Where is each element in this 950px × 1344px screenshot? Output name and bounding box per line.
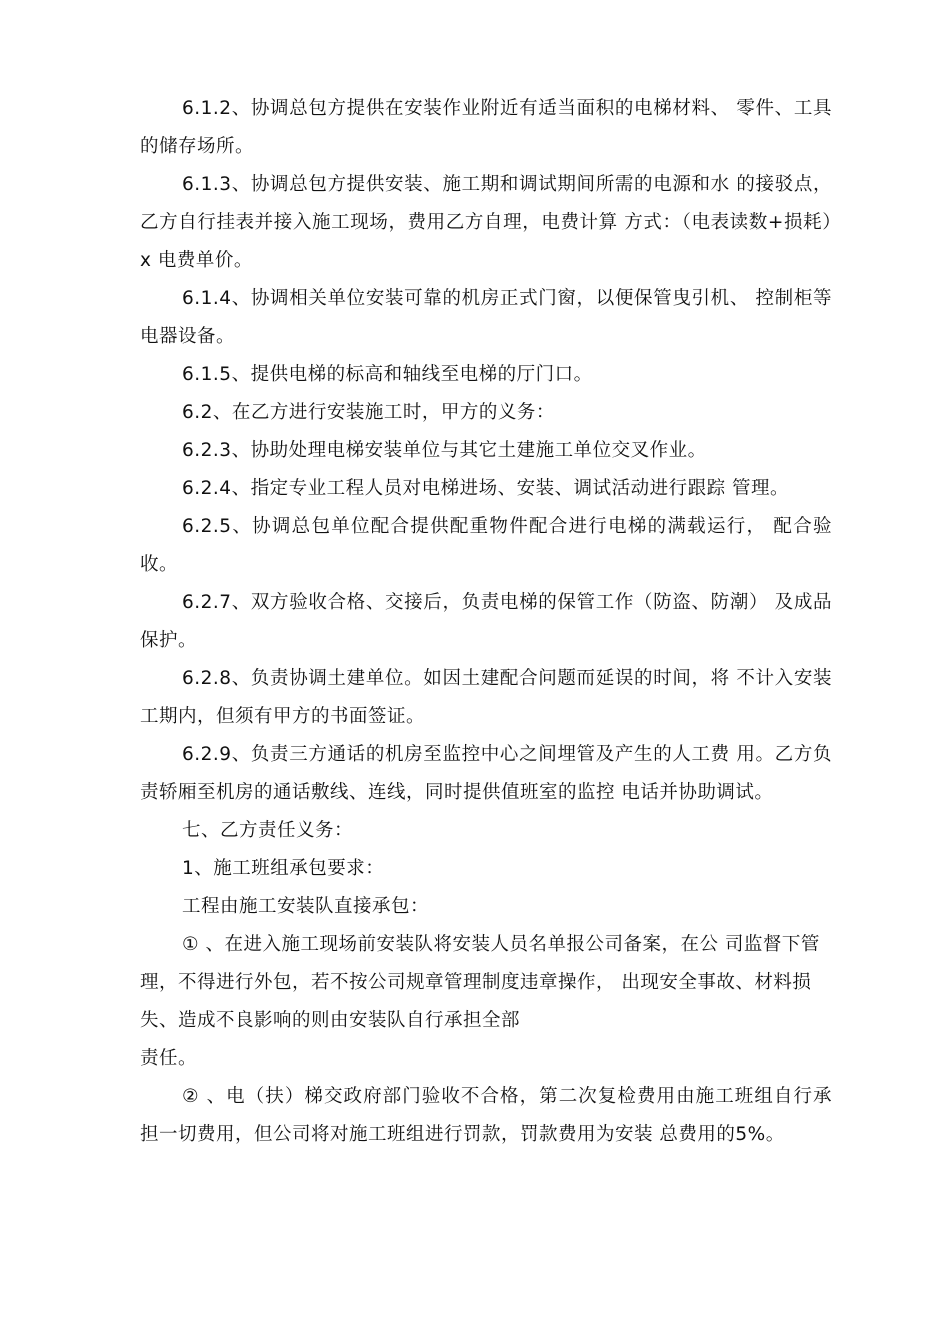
clause-6-1-4: 6.1.4、协调相关单位安装可靠的机房正式门窗，以便保管曳引机、 控制柜等电器设备。 [140,288,832,347]
clause-6-2-8: 6.2.8、负责协调土建单位。如因土建配合问题而延误的时间，将 不计入安装工期内，但须有甲方的书面签证。 [140,668,832,727]
clause-6-2: 6.2、在乙方进行安装施工时，甲方的义务： [182,402,555,423]
clause-6-2-7: 6.2.7、双方验收合格、交接后，负责电梯的保管工作（防盗、防潮） 及成品保护。 [140,592,832,651]
section-7-heading: 七、乙方责任义务： [182,820,354,841]
item-2: ② 、电（扶）梯交政府部门验收不合格，第二次复检费用由施工班组自行承担一切费用，但公司将对施工班组进行罚款，罚款费用为安装 总费用的5%。 [140,1086,832,1145]
item-1: ① 、在进入施工现场前安装队将安装人员名单报公司备案，在公 司监督下管理，不得进行外包，若不按公司规章管理制度违章操作， 出现安全事故、材料损失、造成不良影响的则由安装队自行承担全部 [140,934,820,1031]
contract-intro: 工程由施工安装队直接承包： [182,896,430,917]
clause-7-1: 1、施工班组承包要求： [182,858,385,879]
clause-6-1-2: 6.1.2、协调总包方提供在安装作业附近有适当面积的电梯材料、 零件、工具的储存场所。 [140,98,832,157]
clause-6-2-4: 6.2.4、指定专业工程人员对电梯进场、安装、调试活动进行跟踪 管理。 [182,478,789,499]
clause-6-2-3: 6.2.3、协助处理电梯安装单位与其它土建施工单位交叉作业。 [182,440,707,461]
clause-6-2-5: 6.2.5、协调总包单位配合提供配重物件配合进行电梯的满载运行， 配合验收。 [140,516,832,575]
clause-6-2-9: 6.2.9、负责三方通话的机房至监控中心之间埋管及产生的人工费 用。乙方负责轿厢至机房的通话敷线、连线，同时提供值班室的监控 电话并协助调试。 [140,744,832,803]
item-1-continuation: 责任。 [140,1048,198,1069]
clause-6-1-5: 6.1.5、提供电梯的标高和轴线至电梯的厅门口。 [182,364,593,385]
document-body [140,90,832,1154]
clause-6-1-3: 6.1.3、协调总包方提供安装、施工期和调试期间所需的电源和水 的接驳点，乙方自行挂表并接入施工现场，费用乙方自理，电费计算 方式：（电表读数+损耗）x 电费单价。 [140,174,832,271]
